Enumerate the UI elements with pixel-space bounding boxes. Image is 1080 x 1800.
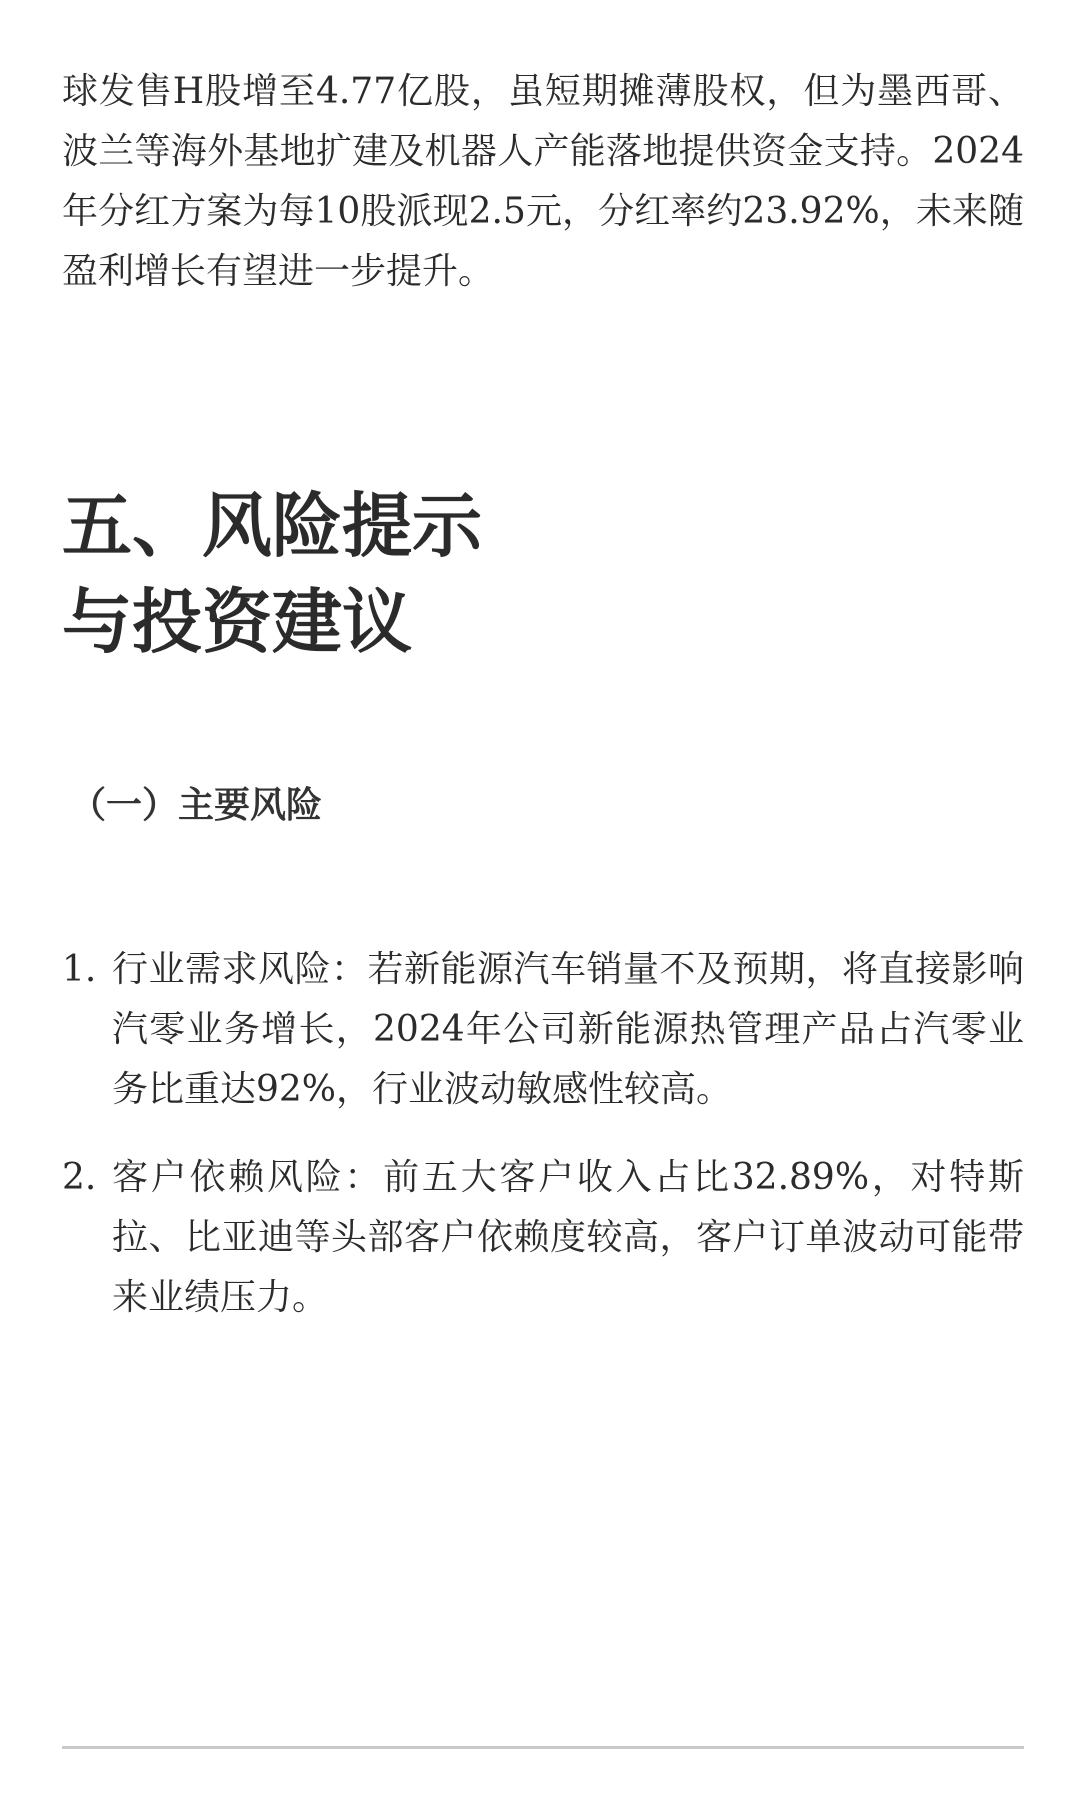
list-number: 1. [62, 949, 97, 990]
risk-text: 行业需求风险：若新能源汽车销量不及预期，将直接影响汽零业务增长，2024年公司新能源热管理产品占汽零业务比重达92%，行业波动敏感性较高。 [112, 949, 1024, 1110]
risk-item-industry-demand [62, 940, 1024, 1120]
section-title [62, 478, 482, 670]
subheading-main-risks: （一）主要风险 [70, 784, 323, 826]
section-title-line-2: 与投资建议 [62, 580, 412, 663]
bottom-divider [62, 1746, 1024, 1749]
list-number: 2. [62, 1157, 97, 1198]
article-page [62, 0, 1024, 1800]
section-title-line-1: 五、风险提示 [62, 484, 482, 567]
intro-paragraph: 球发售H股增至4.77亿股，虽短期摊薄股权，但为墨西哥、波兰等海外基地扩建及机器人产能落地提供资金支持。2024年分红方案为每10股派现2.5元，分红率约23.92%，未来随盈利增长有望进一步提升。 [62, 71, 1024, 292]
risk-list [62, 940, 1024, 1356]
risk-text: 客户依赖风险：前五大客户收入占比32.89%，对特斯拉、比亚迪等头部客户依赖度较高，客户订单波动可能带来业绩压力。 [112, 1157, 1024, 1318]
risk-item-customer-dependence [62, 1148, 1024, 1328]
